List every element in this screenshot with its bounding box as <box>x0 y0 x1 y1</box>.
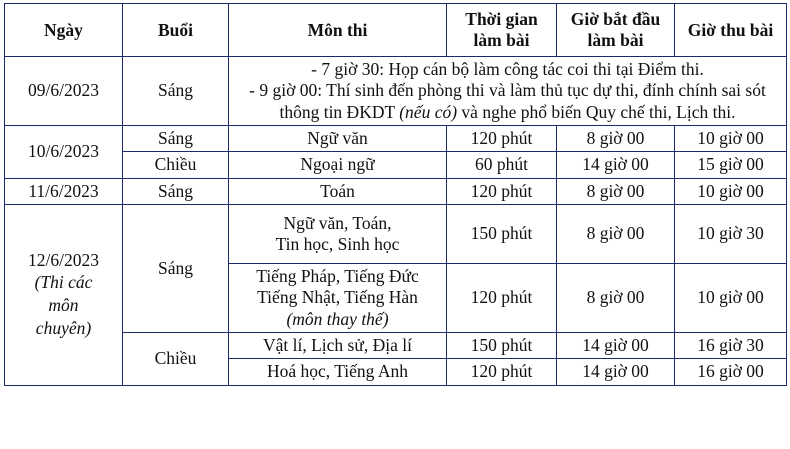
table-row <box>5 178 787 204</box>
cell-notice <box>229 57 787 126</box>
cell-start-time: 8 giờ 00 <box>557 205 675 264</box>
date-main: 12/6/2023 <box>28 250 99 271</box>
cell-duration: 60 phút <box>447 152 557 178</box>
cell-start-time: 14 giờ 00 <box>557 359 675 385</box>
cell-start-time: 8 giờ 00 <box>557 178 675 204</box>
cell-start-time: 8 giờ 00 <box>557 126 675 152</box>
cell-subject <box>229 205 447 264</box>
cell-session: Chiều <box>123 333 229 386</box>
cell-subject: Ngữ văn <box>229 126 447 152</box>
subject-line-1: Tiếng Pháp, Tiếng Đức <box>256 266 419 287</box>
cell-session: Sáng <box>123 126 229 152</box>
subject-line-3: (môn thay thế) <box>286 308 389 329</box>
cell-subject: Vật lí, Lịch sử, Địa lí <box>229 333 447 359</box>
cell-collect-time: 10 giờ 00 <box>675 126 787 152</box>
cell-collect-time: 16 giờ 00 <box>675 359 787 385</box>
notice-line-2-part2: và nghe phổ biến Quy chế thi, Lịch thi. <box>457 101 736 122</box>
exam-schedule-table <box>4 3 787 386</box>
header-buoi: Buổi <box>123 4 229 57</box>
date-sub-line-1: (Thi các <box>34 272 93 293</box>
notice-line-2-italic: (nếu có) <box>399 101 458 122</box>
table-row <box>5 57 787 126</box>
cell-subject: Hoá học, Tiếng Anh <box>229 359 447 385</box>
table-row <box>5 152 787 178</box>
cell-session: Sáng <box>123 57 229 126</box>
cell-start-time: 14 giờ 00 <box>557 333 675 359</box>
cell-duration: 120 phút <box>447 178 557 204</box>
header-mon-thi: Môn thi <box>229 4 447 57</box>
cell-collect-time: 16 giờ 30 <box>675 333 787 359</box>
header-ngay: Ngày <box>5 4 123 57</box>
subject-line-2: Tiếng Nhật, Tiếng Hàn <box>257 287 418 308</box>
cell-start-time: 8 giờ 00 <box>557 264 675 333</box>
notice-line-2 <box>233 80 782 123</box>
date-sub-line-2: môn <box>48 295 79 316</box>
cell-date: 10/6/2023 <box>5 126 123 179</box>
table-row <box>5 333 787 359</box>
notice-line-2-part1: - 9 giờ 00: Thí sinh đến phòng thi và làm thủ tục dự thi, đính chính sai sót thông tin ĐKDT <box>249 80 766 122</box>
subject-line-1: Ngữ văn, Toán, <box>283 212 392 233</box>
table-row <box>5 126 787 152</box>
cell-subject: Ngoại ngữ <box>229 152 447 178</box>
header-thoi-gian-lam-bai: Thời gian làm bài <box>447 4 557 57</box>
cell-duration: 150 phút <box>447 205 557 264</box>
cell-collect-time: 10 giờ 00 <box>675 264 787 333</box>
cell-collect-time: 10 giờ 30 <box>675 205 787 264</box>
cell-subject: Toán <box>229 178 447 204</box>
cell-duration: 120 phút <box>447 359 557 385</box>
subject-line-2: Tin học, Sinh học <box>275 234 400 255</box>
cell-duration: 120 phút <box>447 126 557 152</box>
cell-date: 09/6/2023 <box>5 57 123 126</box>
cell-subject <box>229 264 447 333</box>
cell-session: Sáng <box>123 205 229 333</box>
cell-duration: 120 phút <box>447 264 557 333</box>
header-gio-bat-dau-lam-bai: Giờ bắt đầu làm bài <box>557 4 675 57</box>
cell-date: 11/6/2023 <box>5 178 123 204</box>
cell-collect-time: 10 giờ 00 <box>675 178 787 204</box>
cell-session: Sáng <box>123 178 229 204</box>
cell-date <box>5 205 123 386</box>
cell-collect-time: 15 giờ 00 <box>675 152 787 178</box>
table-header-row <box>5 4 787 57</box>
cell-session: Chiều <box>123 152 229 178</box>
date-sub-line-3: chuyên) <box>35 317 92 338</box>
cell-duration: 150 phút <box>447 333 557 359</box>
notice-line-1: - 7 giờ 30: Họp cán bộ làm công tác coi thi tại Điểm thi. <box>311 59 704 79</box>
table-row <box>5 205 787 264</box>
header-gio-thu-bai: Giờ thu bài <box>675 4 787 57</box>
cell-start-time: 14 giờ 00 <box>557 152 675 178</box>
